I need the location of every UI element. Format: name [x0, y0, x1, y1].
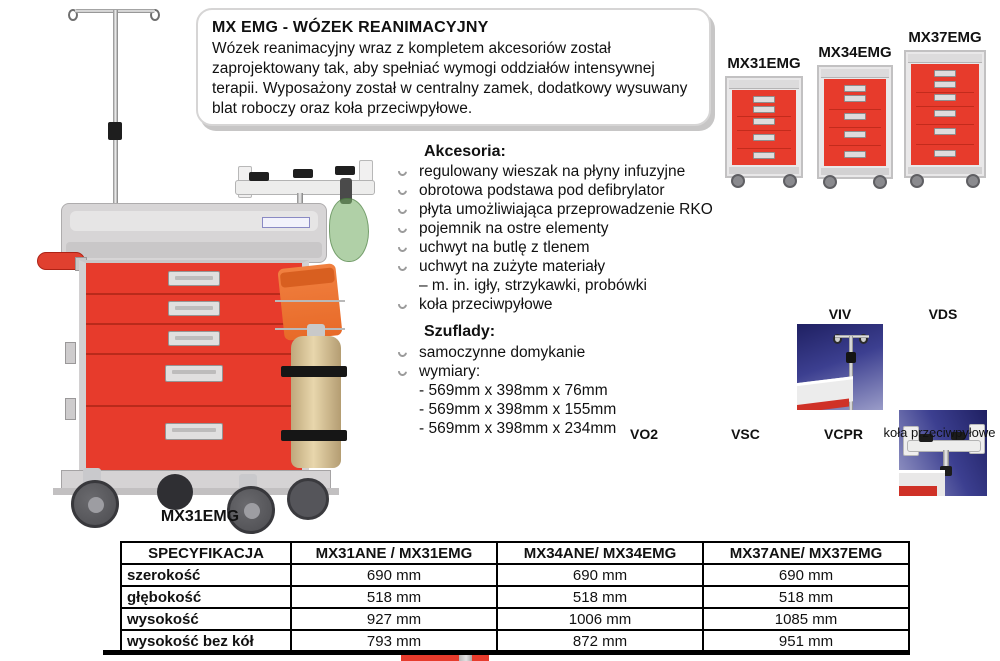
cart-body — [79, 260, 309, 474]
drawer-divider — [86, 405, 302, 407]
table-cell: 951 mm — [703, 630, 909, 652]
mini-cart-base — [729, 167, 799, 174]
mini-cart-mx31 — [722, 55, 806, 178]
mini-cart-top — [821, 69, 889, 78]
row-label: głębokość — [121, 586, 291, 608]
caster-hub — [88, 497, 104, 513]
dimension-line: - 569mm x 398mm x 155mm — [419, 401, 617, 418]
table-cell: 872 mm — [497, 630, 703, 652]
mini-cart-front — [911, 64, 979, 165]
list-item: samoczynne domykanie — [398, 343, 728, 362]
drawer-handle — [168, 301, 220, 316]
crescent-bullet-icon — [396, 260, 409, 273]
table-header-cell: MX31ANE / MX31EMG — [291, 542, 497, 564]
iv-pole-clamp — [108, 122, 122, 140]
crescent-bullet-icon — [396, 365, 409, 378]
table-cell: 690 mm — [497, 564, 703, 586]
bottom-divider — [103, 650, 910, 655]
side-clip — [65, 342, 76, 364]
accessories-section — [398, 143, 728, 438]
mini-cart-image — [817, 65, 893, 179]
table-row — [121, 564, 909, 586]
defib-platform-pad — [249, 172, 269, 181]
mini-cart-top — [729, 80, 799, 89]
table-row — [121, 586, 909, 608]
table-row — [121, 630, 909, 652]
drawers-heading: Szuflady: — [424, 323, 496, 340]
table-header-cell: MX34ANE/ MX34EMG — [497, 542, 703, 564]
page-title: MX EMG - WÓZEK REANIMACYJNY — [212, 19, 489, 36]
wheels-label: koła przeciwpyłowe — [883, 425, 996, 440]
table-row — [121, 608, 909, 630]
list-item: regulowany wieszak na płyny infuzyjne — [398, 162, 728, 181]
viv-image — [797, 324, 883, 410]
dimension-line: - 569mm x 398mm x 76mm — [419, 382, 608, 399]
drawer-divider — [86, 323, 302, 325]
list-item: wymiary: — [398, 362, 728, 381]
list-item-continuation: – m. in. igły, strzykawki, probówki — [419, 277, 647, 294]
crescent-bullet-icon — [396, 222, 409, 235]
drawer-divider — [86, 353, 302, 355]
drawer-handle — [165, 365, 223, 382]
mini-cart-wheel — [910, 174, 924, 188]
mini-cart-mx34 — [814, 44, 896, 179]
work-tray — [61, 203, 327, 263]
table-cell: 793 mm — [291, 630, 497, 652]
mini-cart-top — [908, 54, 982, 63]
caster-wheel — [287, 478, 329, 520]
caster-wheel — [71, 480, 119, 528]
row-label: wysokość bez kół — [121, 630, 291, 652]
defib-platform-shelf — [235, 180, 375, 195]
vds-image — [899, 410, 987, 496]
table-header-cell: MX37ANE/ MX37EMG — [703, 542, 909, 564]
vds-label: VDS — [928, 306, 958, 322]
row-label: szerokość — [121, 564, 291, 586]
iv-pole — [113, 10, 118, 222]
mini-cart-base — [821, 168, 889, 175]
cylinder-strap — [281, 366, 347, 377]
defib-platform-pad — [293, 169, 313, 178]
vo2-label: VO2 — [629, 426, 658, 442]
mini-cart-mx37 — [901, 29, 989, 178]
list-item: obrotowa podstawa pod defibrylator — [398, 181, 728, 200]
vcpr-label: VCPR — [824, 426, 863, 442]
table-cell: 518 mm — [497, 586, 703, 608]
table-cell: 690 mm — [291, 564, 497, 586]
mini-cart-label: MX31EMG — [727, 55, 801, 72]
mini-cart-front — [732, 90, 796, 165]
crescent-bullet-icon — [396, 203, 409, 216]
main-product-caption: MX31EMG — [160, 508, 240, 525]
table-cell: 1006 mm — [497, 608, 703, 630]
crescent-bullet-icon — [396, 241, 409, 254]
side-clip — [65, 398, 76, 420]
table-cell: 927 mm — [291, 608, 497, 630]
table-cell: 518 mm — [291, 586, 497, 608]
mini-cart-wheel — [873, 175, 887, 189]
drawer-divider — [86, 293, 302, 295]
defib-platform-pad — [335, 166, 355, 175]
description-text: Wózek reanimacyjny wraz z kompletem akcesoriów został zaprojektowany tak, aby spełniać wymogi oddziałów intensywnej terapii. Wyposażony został w centralny zamek, dodatkowy wysuwany blat roboczy oraz koła przeciwpyłowe. — [212, 40, 688, 117]
cylinder-strap — [281, 430, 347, 441]
work-tray-front — [66, 242, 322, 258]
vsc-label: VSC — [731, 426, 760, 442]
brand-label — [262, 217, 310, 228]
cart-red-edge — [899, 486, 937, 496]
table-header-row — [121, 542, 909, 564]
drawer-handle — [168, 271, 220, 286]
sharps-lid — [280, 267, 335, 288]
table-header-cell: SPECYFIKACJA — [121, 542, 291, 564]
list-item: koła przeciwpyłowe — [398, 295, 728, 314]
drawer-handle — [168, 331, 220, 346]
ambu-bag — [329, 198, 369, 262]
list-item: uchwyt na butlę z tlenem — [398, 238, 728, 257]
mini-cart-front — [824, 79, 886, 166]
table-cell: 690 mm — [703, 564, 909, 586]
mini-cart-wheel — [966, 174, 980, 188]
crescent-bullet-icon — [396, 346, 409, 359]
spec-table — [120, 541, 910, 653]
table-cell: 518 mm — [703, 586, 909, 608]
iv-pole-clamp — [846, 352, 856, 363]
description-box — [196, 8, 711, 126]
mini-cart-wheel — [783, 174, 797, 188]
mini-cart-label: MX34EMG — [818, 44, 892, 61]
drawer-handle — [165, 423, 223, 440]
list-item: pojemnik na ostre elementy — [398, 219, 728, 238]
dimension-line: - 569mm x 398mm x 234mm — [419, 420, 617, 437]
mini-cart-image — [725, 76, 803, 178]
crescent-bullet-icon — [396, 165, 409, 178]
oxygen-cylinder — [291, 336, 341, 468]
caster-wheel — [157, 474, 193, 510]
row-label: wysokość — [121, 608, 291, 630]
mini-cart-wheel — [823, 175, 837, 189]
list-item: uchwyt na zużyte materiały — [398, 257, 728, 276]
crescent-bullet-icon — [396, 184, 409, 197]
list-item: płyta umożliwiająca przeprowadzenie RKO — [398, 200, 728, 219]
mini-cart-label: MX37EMG — [908, 29, 982, 46]
mini-cart-image — [904, 50, 986, 178]
viv-label: VIV — [828, 306, 852, 322]
mini-cart-base — [908, 167, 982, 174]
mini-cart-wheel — [731, 174, 745, 188]
accessories-heading: Akcesoria: — [424, 143, 506, 160]
crescent-bullet-icon — [396, 298, 409, 311]
table-cell: 1085 mm — [703, 608, 909, 630]
wire-basket — [275, 300, 345, 302]
